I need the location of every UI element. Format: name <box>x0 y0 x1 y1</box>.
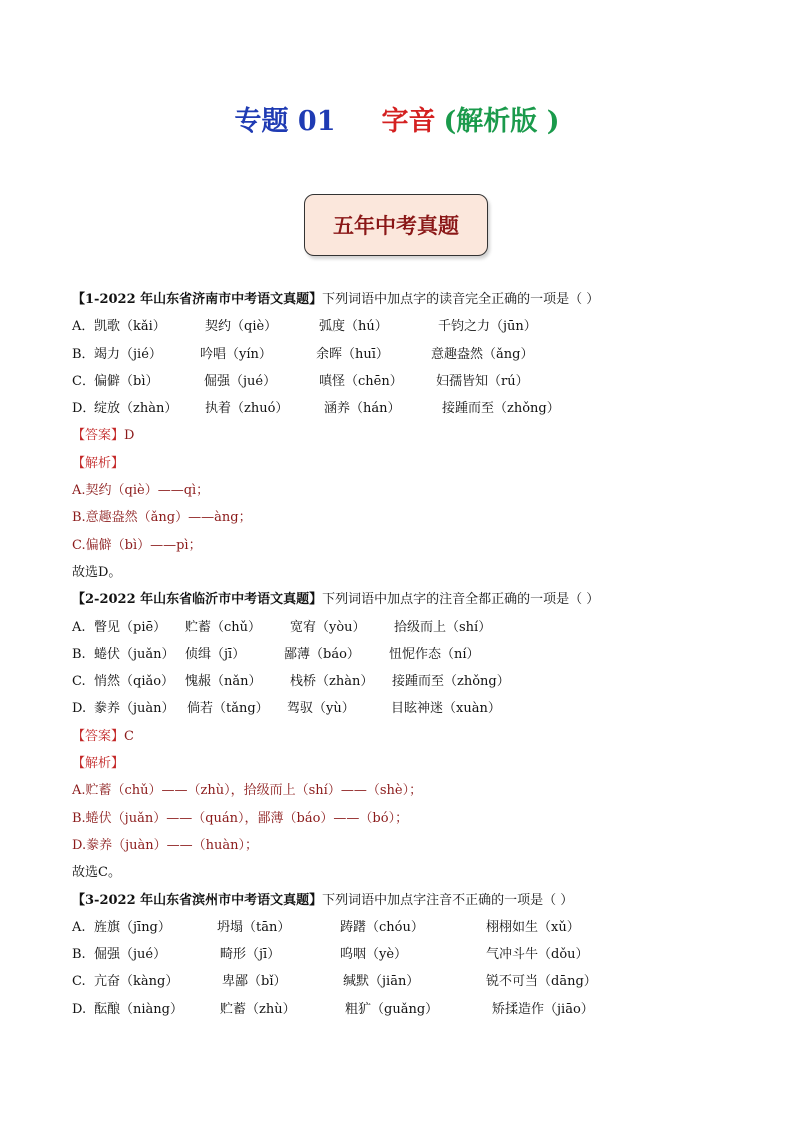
question-1-conclusion: 故选D。 <box>72 564 122 580</box>
option-item: 余晖（huī） <box>316 346 389 362</box>
answer-value: C <box>124 728 134 744</box>
option-label: A． <box>72 319 95 335</box>
option-item: 鄙薄（báo） <box>284 646 360 662</box>
analysis-line: C.偏僻（bì）——pì； <box>72 537 202 553</box>
option-label: C． <box>72 373 95 389</box>
option-item: 嗔怪（chēn） <box>319 373 403 389</box>
question-3-option-b <box>72 941 752 968</box>
option-item: 偏僻（bì） <box>94 373 159 389</box>
question-2-text: 下列词语中加点字的注音全都正确的一项是（ ） <box>322 592 600 608</box>
option-item: 瞥见（piē） <box>94 619 167 635</box>
option-item: 栩栩如生（xǔ） <box>486 919 580 935</box>
question-3-option-c <box>72 968 752 995</box>
page-title <box>0 104 794 140</box>
question-2-answer <box>72 723 752 750</box>
section-badge: 五年中考真题 <box>304 194 488 256</box>
option-label: B． <box>72 346 95 362</box>
option-label: D. <box>72 701 87 717</box>
title-topic-name: 字音 <box>381 106 436 137</box>
option-item: 缄默（jiān） <box>343 974 420 990</box>
option-item: 倔强（jué） <box>94 947 167 963</box>
question-2-option-d <box>72 695 752 722</box>
option-item: 接踵而至（zhǒng） <box>442 401 560 417</box>
option-item: 粗犷（guǎng） <box>345 1001 439 1017</box>
option-item: 绽放（zhàn） <box>94 401 178 417</box>
option-item: 接踵而至（zhǒng） <box>392 674 510 690</box>
title-topic-number: 专题 01 <box>234 106 336 137</box>
option-item: 倘若（tǎng） <box>187 701 269 717</box>
option-item: 亢奋（kàng） <box>94 974 179 990</box>
question-2-head <box>72 586 752 613</box>
option-item: 贮蓄（chǔ） <box>185 619 262 635</box>
option-label: B. <box>72 947 86 963</box>
question-3-option-a <box>72 914 752 941</box>
question-3-source: 【3-2022 年山东省滨州市中考语文真题】 <box>72 892 323 908</box>
option-item: 酝酿（niàng） <box>94 1001 183 1017</box>
option-item: 畸形（jī） <box>220 947 281 963</box>
option-item: 忸怩作态（ní） <box>389 646 480 662</box>
option-item: 愧赧（nǎn） <box>185 674 262 690</box>
option-item: 千钧之力（jūn） <box>438 319 537 335</box>
option-item: 目眩神迷（xuàn） <box>391 701 501 717</box>
question-1-option-a <box>72 313 752 340</box>
answer-label: 【答案】 <box>72 728 125 744</box>
answer-value: D <box>124 428 135 444</box>
option-item: 矫揉造作（jiāo） <box>492 1001 594 1017</box>
question-2-option-a <box>72 614 752 641</box>
option-item: 坍塌（tān） <box>217 919 291 935</box>
title-edition: (解析版 ) <box>443 106 560 137</box>
option-label: C. <box>72 674 86 690</box>
option-item: 驾驭（yù） <box>287 701 355 717</box>
question-1-option-c <box>72 368 752 395</box>
option-item: 宽宥（yòu） <box>290 619 366 635</box>
analysis-line: A.契约（qiè）——qì； <box>72 483 210 499</box>
option-label: D． <box>72 401 96 417</box>
question-2-option-b <box>72 641 752 668</box>
option-item: 妇孺皆知（rú） <box>436 373 529 389</box>
option-item: 倔强（jué） <box>204 373 277 389</box>
option-item: 悄然（qiǎo） <box>94 674 175 690</box>
option-item: 侦缉（jī） <box>185 646 246 662</box>
analysis-line: B.蜷伏（juǎn）——（quán），鄙薄（báo）——（bó）； <box>72 810 409 826</box>
option-item: 气冲斗牛（dǒu） <box>486 947 589 963</box>
option-item: 栈桥（zhàn） <box>290 674 374 690</box>
option-item: 契约（qiè） <box>205 319 278 335</box>
question-1-head <box>72 286 752 313</box>
option-item: 锐不可当（dāng） <box>486 974 597 990</box>
option-item: 蜷伏（juǎn） <box>94 646 175 662</box>
question-1-text: 下列词语中加点字的读音完全正确的一项是（ ） <box>322 292 600 307</box>
analysis-line: B.意趣盎然（ǎng）——àng； <box>72 510 252 526</box>
option-item: 贮蓄（zhù） <box>220 1001 296 1017</box>
option-item: 拾级而上（shí） <box>394 619 492 635</box>
option-item: 涵养（hán） <box>324 401 401 417</box>
analysis-line: A.贮蓄（chǔ）——（zhù），拾级而上（shí）——（shè）； <box>72 783 423 799</box>
option-item: 豢养（juàn） <box>94 701 175 717</box>
question-2-analysis-label: 【解析】 <box>72 756 125 772</box>
questions-content <box>72 286 752 1023</box>
option-label: C. <box>72 974 86 990</box>
option-item: 旌旗（jīng） <box>94 919 171 935</box>
question-1-source: 【1-2022 年山东省济南市中考语文真题】 <box>72 292 323 307</box>
question-3-text: 下列词语中加点字注音不正确的一项是（ ） <box>322 892 574 908</box>
option-item: 凯歌（kǎi） <box>94 319 166 335</box>
question-2-option-c <box>72 668 752 695</box>
option-item: 竭力（jié） <box>94 346 162 362</box>
option-item: 吟唱（yín） <box>200 346 272 362</box>
option-item: 呜咽（yè） <box>340 947 408 963</box>
question-1-option-b <box>72 341 752 368</box>
option-label: A. <box>72 619 86 635</box>
option-label: B. <box>72 646 86 662</box>
option-label: A. <box>72 919 86 935</box>
option-item: 执着（zhuó） <box>205 401 289 417</box>
option-item: 意趣盎然（ǎng） <box>431 346 534 362</box>
option-label: D. <box>72 1001 87 1017</box>
question-1-option-d <box>72 395 752 422</box>
option-item: 弧度（hú） <box>319 319 388 335</box>
question-3-head <box>72 887 752 914</box>
option-item: 卑鄙（bǐ） <box>222 974 287 990</box>
question-1-answer <box>72 422 752 449</box>
question-3-option-d <box>72 996 752 1023</box>
question-2-source: 【2-2022 年山东省临沂市中考语文真题】 <box>72 592 323 608</box>
question-2-conclusion: 故选C。 <box>72 865 121 881</box>
question-1-analysis-label: 【解析】 <box>72 455 125 471</box>
answer-label: 【答案】 <box>72 428 125 444</box>
analysis-line: D.豢养（juàn）——（huàn）； <box>72 837 258 853</box>
option-item: 踌躇（chóu） <box>340 919 424 935</box>
